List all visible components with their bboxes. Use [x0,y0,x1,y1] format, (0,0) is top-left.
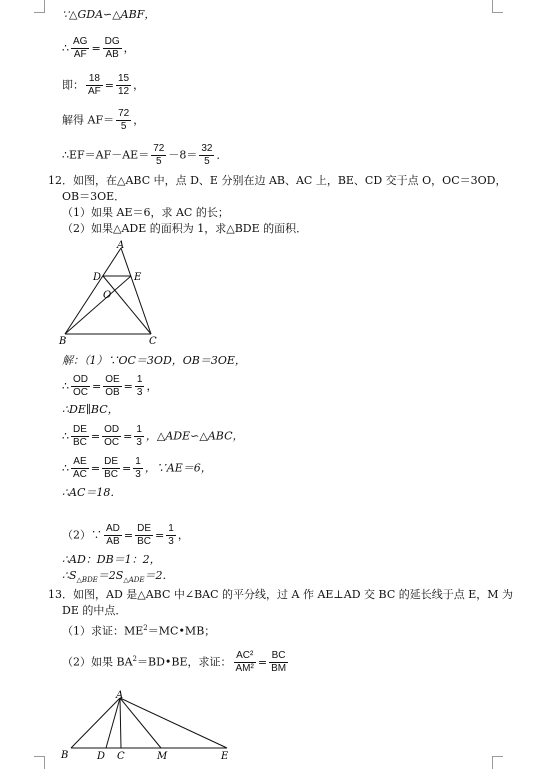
segment-am [120,698,161,748]
text: ＝2S [97,569,124,582]
fraction-oe-ob [103,374,121,399]
numerator: 1 [136,374,143,385]
label-c: C [117,751,125,762]
label-a: A [116,690,124,701]
numerator: 72 [153,143,165,154]
text: 解：（1）∵OC＝3OD，OB＝3OE， [62,354,246,367]
denominator: BC [104,469,119,480]
text: （2）如果 BA [62,655,133,669]
equals: = [257,655,268,669]
denominator: OB [105,387,120,398]
equals: = [122,461,132,475]
q13-part2 [62,650,290,675]
text: （1）求证：ME [62,624,144,638]
denominator: 12 [118,86,130,97]
q12-sol-given [62,354,246,368]
label-e: E [221,751,229,762]
text: ∴ [62,379,69,393]
numerator: 32 [201,143,213,154]
text: ∴ [62,41,69,55]
fraction-ae-ac [71,456,89,481]
fraction-dg-ab [103,36,122,61]
fraction-de-bc-3 [135,523,153,548]
fraction-72-5 [116,108,131,133]
fraction-18-af [86,73,103,98]
crop-mark-top-left [34,0,45,13]
q12-stem-line1 [48,174,506,188]
text: OB＝3OE． [62,190,126,203]
q13-triangle-figure [55,686,245,764]
denominator: AF [73,49,87,60]
label-m: M [157,751,168,762]
q12-sol-ratio1 [62,374,157,399]
subscript: △BDE [76,576,98,585]
prev-line-substitute [62,73,144,98]
label-d: D [93,272,102,283]
denominator: BC [73,437,87,448]
denominator: 3 [135,469,141,480]
fraction-de-bc [71,424,89,449]
text: ∴DE∥BC， [62,403,119,416]
denominator: BC [137,536,152,547]
numerator: OD [73,374,88,385]
fraction-1-3-d [166,523,176,548]
denominator: AB [105,49,119,60]
q12-sol-parallel [62,403,119,417]
fraction-72-5-b [151,143,166,168]
text: 解得 AF＝ [62,113,115,127]
denominator: BM [271,663,287,674]
numerator: AE [71,456,89,469]
fraction-1-3 [135,374,145,399]
q12-triangle-figure [55,238,175,346]
denominator: AM² [235,663,254,674]
label-a: A [117,240,125,251]
text: ＝BD•BE，求证： [137,655,232,669]
text: ， [177,528,189,542]
q12-sol-part2-ratio [62,523,189,548]
segment-cd [103,276,151,334]
text: （1）如果 AE＝6，求 AC 的长； [62,206,229,219]
numerator: 1 [135,456,141,467]
text: ∴ [62,429,69,443]
segment-ae [120,698,227,748]
prev-line-ratio [62,36,135,61]
text: ，△ADE∽△ABC， [145,429,244,443]
superscript: 2 [143,624,148,632]
text: ，∵AE＝6， [144,461,212,475]
text: －8＝ [168,148,198,162]
text: 12．如图，在△ABC 中，点 D、E 分别在边 AB、AC 上，BE、CD 交于点 O，OC＝3OD， [48,174,507,187]
text: （2）∵ [62,528,102,542]
equals: = [90,461,101,475]
prev-line-similar [62,8,155,22]
denominator: AC [73,469,87,480]
denominator: 3 [136,387,143,398]
equals: = [92,379,102,393]
fraction-bc-bm [269,650,288,675]
fraction-od-oc-2 [102,424,121,449]
denominator: 3 [136,437,142,448]
fraction-1-3-b [134,424,144,449]
prev-line-ef [62,143,227,168]
numerator: DE [104,456,119,467]
q13-stem-line2 [62,604,126,618]
q12-sol-ratio3 [62,456,212,481]
text: ． [216,148,228,162]
numerator: OD [104,424,120,435]
numerator: AC² [234,650,256,663]
crop-mark-bottom-left [34,756,45,769]
denominator: OC [73,387,88,398]
equals: = [123,379,133,393]
q12-sol-ad-db [62,553,161,567]
label-e: E [134,272,142,283]
equals: = [90,429,101,443]
numerator: DG [104,36,120,47]
numerator: AD [106,523,120,534]
fraction-ac2-am2 [234,650,256,675]
fraction-od-oc [71,374,90,399]
text: ∴EF＝AF－AE＝ [62,148,150,162]
numerator: OE [105,374,120,385]
label-b: B [61,750,69,761]
text: ∴AC＝18． [62,486,122,499]
crop-mark-top-right [492,0,503,13]
text: 即： [62,78,84,92]
text: ， [123,41,135,55]
superscript: 2 [132,654,137,663]
fraction-15-12 [116,73,131,98]
text: ∵△GDA∽△ABF， [62,8,156,21]
text: ， [133,113,145,127]
numerator: AG [73,36,88,47]
text: ＝2． [144,569,174,582]
text: ∴ [62,461,69,475]
label-o: O [103,290,112,301]
q12-sol-ac [62,486,121,500]
q12-stem-line2 [62,190,125,204]
segment-be [65,276,131,334]
segment-ac [121,248,151,334]
fraction-32-5 [199,143,214,168]
numerator: 1 [136,424,142,435]
fraction-ad-ab [104,523,122,548]
numerator: 18 [86,73,103,86]
text: 13．如图，AD 是△ABC 中∠BAC 的平分线，过 A 作 AE⊥AD 交 BC 的延长线于点 E，M 为 [48,588,514,601]
equals: = [91,41,101,55]
text: DE 的中点． [62,604,127,617]
text: （2）如果△ADE 的面积为 1，求△BDE 的面积． [62,222,308,235]
numerator: 72 [118,108,130,119]
text: ， [146,379,158,393]
label-b: B [59,336,67,346]
q12-part1 [62,206,229,220]
label-c: C [149,336,157,346]
equals: = [104,78,114,92]
q13-stem-line1 [48,588,513,602]
numerator: 1 [168,523,174,534]
denominator: 5 [156,156,162,167]
denominator: 5 [204,156,210,167]
numerator: DE [73,424,87,435]
denominator: OC [104,437,120,448]
segment-ac [120,698,121,748]
prev-line-solve-af [62,108,144,133]
q12-sol-area [62,569,174,587]
q13-part1 [62,621,215,639]
q12-part2 [62,222,307,236]
fraction-1-3-c [133,456,143,481]
text: ， [133,78,145,92]
denominator: 3 [168,536,174,547]
q12-sol-ratio2 [62,424,243,449]
text: ∴S [62,569,77,582]
label-d: D [97,751,106,762]
text: ＝MC•MB； [147,624,216,638]
crop-mark-bottom-right [492,756,503,769]
text: ∴AD：DB＝1：2， [62,553,161,566]
numerator: 15 [118,73,130,84]
subscript: △ADE [123,576,145,585]
fraction-ag-af [71,36,89,61]
denominator: AF [88,86,101,97]
equals: = [123,429,133,443]
numerator: DE [137,523,152,534]
segment-ab [65,248,121,334]
fraction-de-bc-2 [102,456,120,481]
numerator: BC [269,650,288,663]
denominator: AB [106,536,120,547]
equals: = [155,528,165,542]
denominator: 5 [120,121,127,132]
equals: = [123,528,134,542]
